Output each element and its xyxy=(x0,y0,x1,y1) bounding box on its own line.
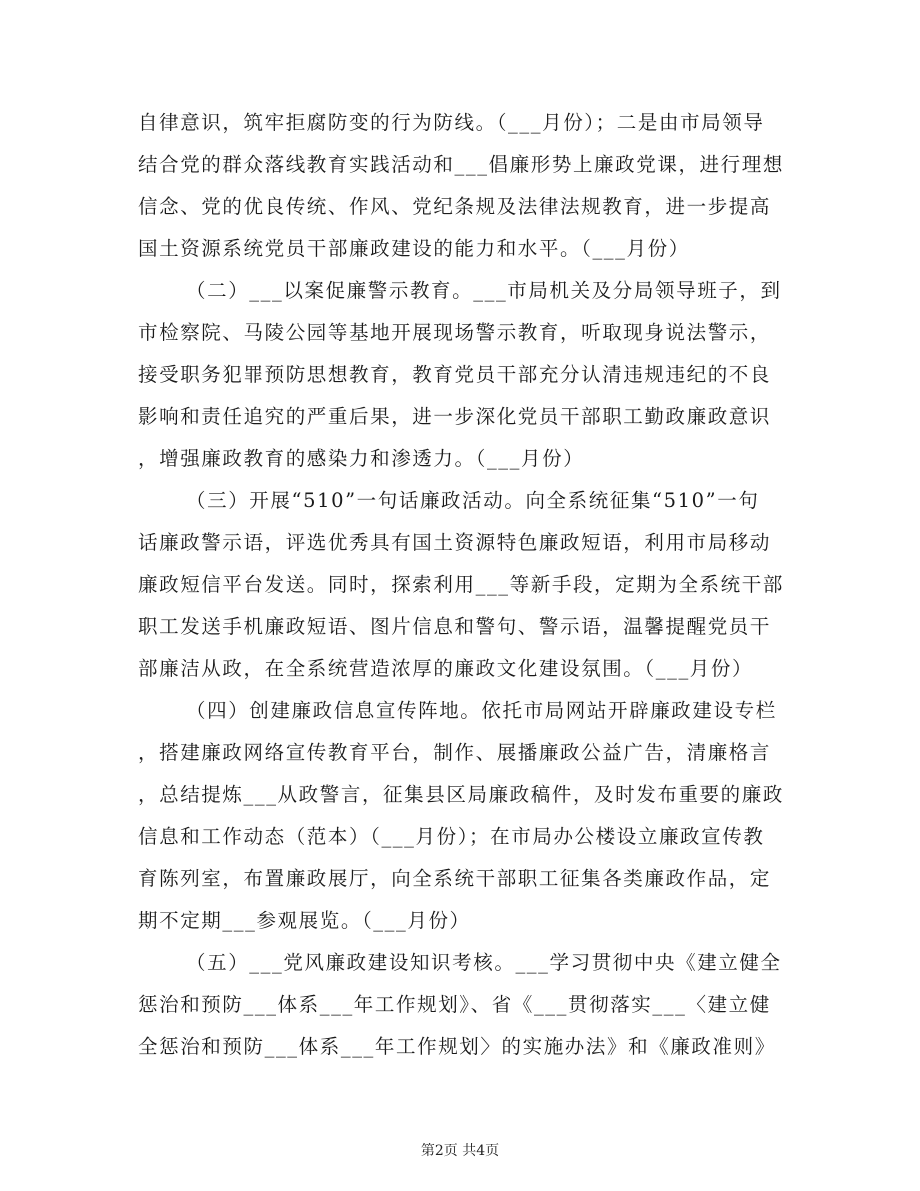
body-line: 结合党的群众落线教育实践活动和___倡廉形势上廉政党课，进行理想 xyxy=(138,153,784,176)
section-4-heading-line: （四）创建廉政信息宣传阵地。依托市局网站开辟廉政建设专栏 xyxy=(186,699,777,722)
body-line: ，总结提炼___从政警言，征集县区局廉政稿件，及时发布重要的廉政 xyxy=(138,783,784,806)
body-line: 廉政短信平台发送。同时，探索利用___等新手段，定期为全系统干部 xyxy=(138,573,784,596)
body-line: 市检察院、马陵公园等基地开展现场警示教育，听取现身说法警示， xyxy=(138,321,772,344)
section-3-heading-line: （三）开展“510”一句话廉政活动。向全系统征集“510”一句 xyxy=(186,489,760,512)
body-line: 信息和工作动态（范本）（___月份）；在市局办公楼设立廉政宣传教 xyxy=(138,825,765,848)
body-line: 全惩治和预防___体系___年工作规划〉的实施办法》和《廉政准则》 xyxy=(138,1035,776,1058)
body-line: 期不定期___参观展览。（___月份） xyxy=(138,909,471,932)
body-line: 接受职务犯罪预防思想教育，教育党员干部充分认清违规违纪的不良 xyxy=(138,363,772,386)
body-line: 信念、党的优良传统、作风、党纪条规及法律法规教育，进一步提高 xyxy=(138,195,772,218)
body-line: 职工发送手机廉政短语、图片信息和警句、警示语，温馨提醒党员干 xyxy=(138,615,772,638)
body-line: ，增强廉政教育的感染力和渗透力。（___月份） xyxy=(138,447,585,470)
body-line: 影响和责任追究的严重后果，进一步深化党员干部职工勤政廉政意识 xyxy=(138,405,772,428)
section-5-heading-line: （五）___党风廉政建设知识考核。___学习贯彻中央《建立健全 xyxy=(186,951,782,974)
body-line: 话廉政警示语，评选优秀具有国土资源特色廉政短语，利用市局移动 xyxy=(138,531,772,554)
body-line: ，搭建廉政网络宣传教育平台，制作、展播廉政公益广告，清廉格言 xyxy=(138,741,772,764)
section-2-heading-line: （二）___以案促廉警示教育。___市局机关及分局领导班子，到 xyxy=(186,279,782,302)
page-number-footer: 第2页 共4页 xyxy=(420,1143,500,1159)
body-line: 国土资源系统党员干部廉政建设的能力和水平。（___月份） xyxy=(138,237,690,260)
body-line: 惩治和预防___体系___年工作规划》、省《___贯彻落实___〈建立健 xyxy=(138,993,771,1016)
body-line: 育陈列室，布置廉政展厅，向全系统干部职工征集各类廉政作品，定 xyxy=(138,867,772,890)
body-line: 部廉洁从政，在全系统营造浓厚的廉政文化建设氛围。（___月份） xyxy=(138,657,754,680)
body-line: 自律意识，筑牢拒腐防变的行为防线。（___月份）；二是由市局领导 xyxy=(138,111,765,134)
